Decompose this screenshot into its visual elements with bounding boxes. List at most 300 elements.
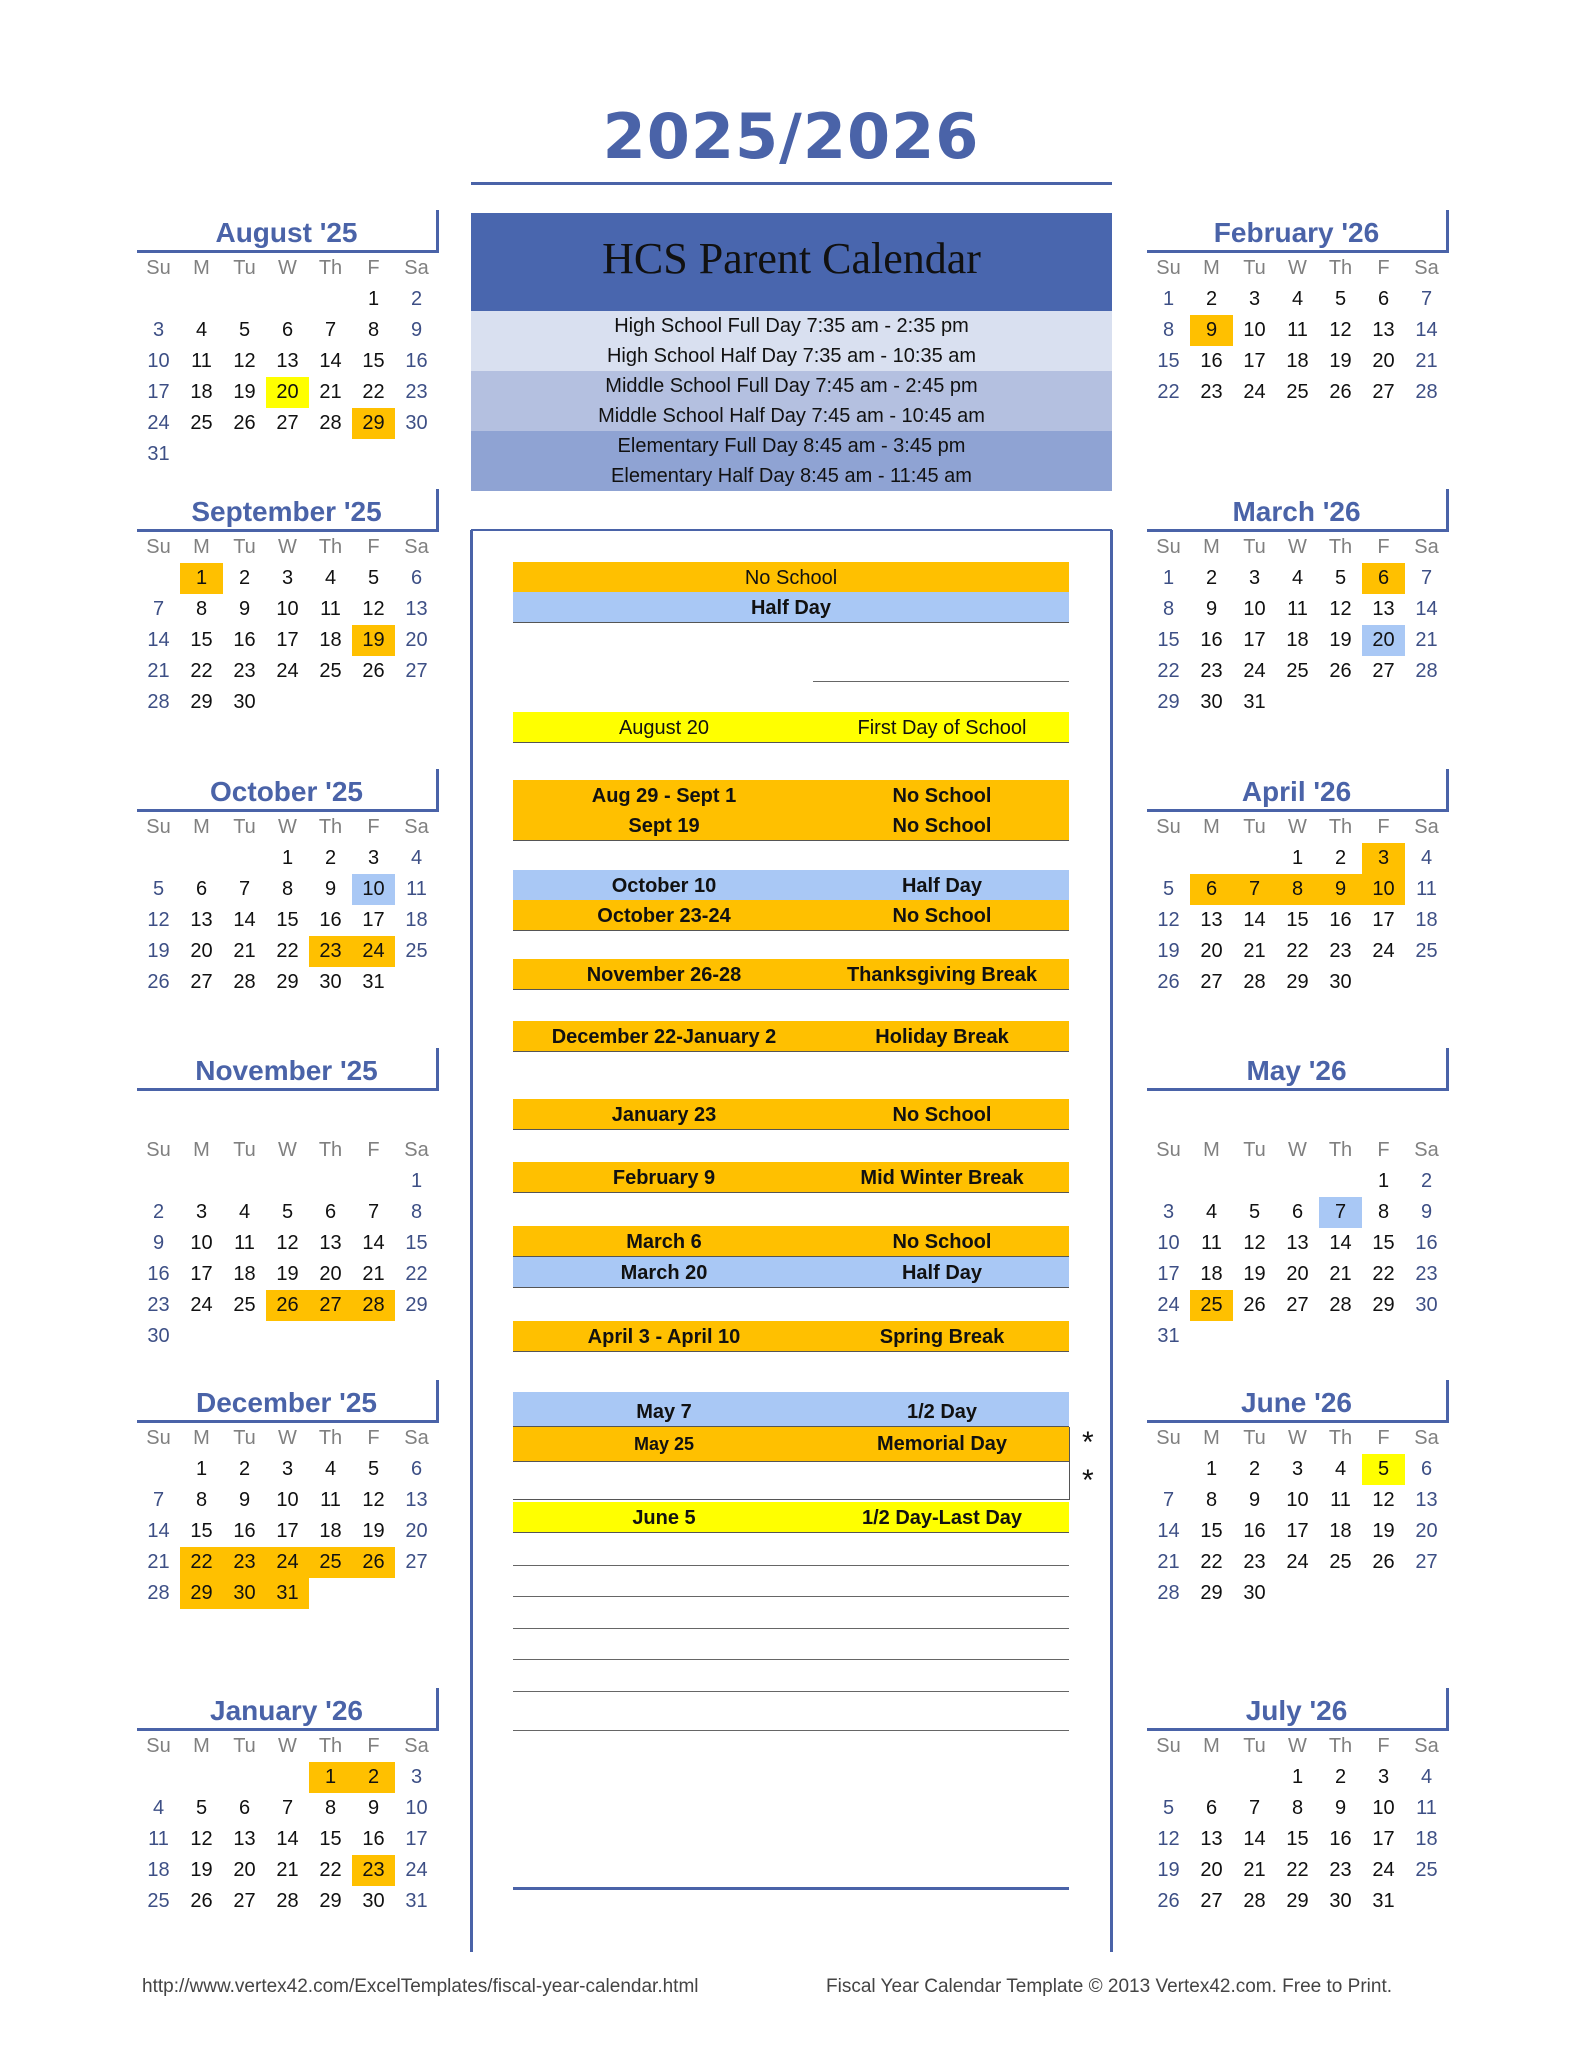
week-row <box>137 936 439 967</box>
weekday-label: Su <box>1156 1139 1181 1161</box>
day-cell: 1 <box>180 563 223 594</box>
day-cell: 15 <box>362 350 385 372</box>
day-cell: 14 <box>1329 1232 1352 1254</box>
day-cell: 8 <box>1205 1489 1218 1511</box>
day-cell: 15 <box>190 1520 213 1542</box>
day-cell: 21 <box>319 381 342 403</box>
weekday-label: Su <box>1156 536 1181 558</box>
day-cell: 17 <box>362 909 385 931</box>
blank-line <box>513 1628 1069 1629</box>
day-cell: 18 <box>1286 350 1309 372</box>
event-row <box>513 1502 1069 1533</box>
event-row <box>513 1099 1069 1130</box>
event-date: May 25 <box>633 1434 695 1454</box>
day-cell: 16 <box>1415 1232 1438 1254</box>
weekday-label: M <box>193 816 210 838</box>
day-cell: 9 <box>367 1797 380 1819</box>
weekday-label: W <box>278 1427 297 1449</box>
event-desc: 1/2 Day <box>906 1401 978 1423</box>
events-frame-left <box>470 530 473 1952</box>
event-date: October 10 <box>611 875 717 897</box>
day-cell: 2 <box>1334 1766 1347 1788</box>
day-cell: 29 <box>319 1890 342 1912</box>
day-cell: 7 <box>152 1489 165 1511</box>
day-cell: 1 <box>1205 1458 1218 1480</box>
weekday-header <box>137 812 439 843</box>
month-title: December '25 <box>137 1380 439 1423</box>
day-cell: 22 <box>190 660 213 682</box>
legend-rule <box>813 681 1069 682</box>
day-cell: 28 <box>1243 971 1266 993</box>
day-cell: 30 <box>319 971 342 993</box>
day-cell: 9 <box>152 1232 165 1254</box>
day-cell: 26 <box>1372 1551 1395 1573</box>
day-cell: 13 <box>233 1828 256 1850</box>
hcs-title: HCS Parent Calendar <box>471 213 1112 311</box>
day-cell: 30 <box>147 1325 170 1347</box>
day-cell: 9 <box>1319 874 1362 905</box>
weekday-label: W <box>1288 1139 1307 1161</box>
day-cell: 18 <box>1415 909 1438 931</box>
day-cell: 12 <box>190 1828 213 1850</box>
day-cell: 15 <box>405 1232 428 1254</box>
day-cell: 21 <box>1243 1859 1266 1881</box>
weekday-label: Sa <box>1414 257 1439 279</box>
day-cell: 26 <box>233 412 256 434</box>
day-cell: 22 <box>1286 940 1309 962</box>
day-cell: 27 <box>1200 971 1223 993</box>
day-cell: 6 <box>1362 563 1405 594</box>
empty-cell <box>1147 1762 1190 1793</box>
weekday-label: Su <box>146 536 171 558</box>
day-cell: 21 <box>147 660 170 682</box>
day-cell: 19 <box>1243 1263 1266 1285</box>
day-cell: 2 <box>238 1458 251 1480</box>
day-cell: 20 <box>1372 350 1395 372</box>
day-cell: 26 <box>190 1890 213 1912</box>
event-row <box>513 870 1069 901</box>
day-cell: 20 <box>1362 625 1405 656</box>
weekday-label: M <box>193 1139 210 1161</box>
day-cell: 10 <box>1286 1489 1309 1511</box>
month-title: August '25 <box>137 210 439 253</box>
day-cell: 2 <box>1334 847 1347 869</box>
page-title: 2025/2026 <box>602 100 980 173</box>
day-cell: 25 <box>1415 1859 1438 1881</box>
weekday-label: Su <box>1156 1427 1181 1449</box>
event-row <box>513 1226 1069 1257</box>
weekday-header <box>1147 253 1449 284</box>
week-row <box>137 594 439 625</box>
empty-cell <box>223 284 266 315</box>
empty-cell <box>1190 843 1233 874</box>
event-desc: Half Day <box>901 875 983 897</box>
day-cell: 6 <box>281 319 294 341</box>
day-cell: 16 <box>1243 1520 1266 1542</box>
day-cell: 22 <box>1157 660 1180 682</box>
day-cell: 10 <box>1243 319 1266 341</box>
week-row <box>1147 905 1449 936</box>
week-row <box>137 1793 439 1824</box>
day-cell: 22 <box>1157 381 1180 403</box>
day-cell: 20 <box>190 940 213 962</box>
day-cell: 21 <box>1329 1263 1352 1285</box>
week-row <box>137 1259 439 1290</box>
day-cell: 25 <box>1329 1551 1352 1573</box>
day-cell: 25 <box>233 1294 256 1316</box>
weekday-label: F <box>1377 257 1390 279</box>
day-cell: 8 <box>1276 874 1319 905</box>
weekday-label: Sa <box>1414 1427 1439 1449</box>
week-row <box>1147 346 1449 377</box>
week-row <box>137 1886 439 1917</box>
week-row <box>1147 656 1449 687</box>
day-cell: 29 <box>1157 691 1180 713</box>
day-cell: 11 <box>1287 319 1308 341</box>
week-row <box>137 1197 439 1228</box>
week-row <box>1147 284 1449 315</box>
empty-cell <box>180 1166 223 1197</box>
weekday-label: Th <box>1328 1735 1353 1757</box>
day-cell: 5 <box>1162 878 1175 900</box>
month-title: January '26 <box>137 1688 439 1731</box>
day-cell: 6 <box>195 878 208 900</box>
day-cell: 7 <box>152 598 165 620</box>
day-cell: 27 <box>1415 1551 1438 1573</box>
event-date: August 20 <box>618 717 710 739</box>
empty-cell <box>223 843 266 874</box>
day-cell: 19 <box>276 1263 299 1285</box>
week-row <box>1147 1166 1449 1197</box>
day-cell: 7 <box>238 878 251 900</box>
event-date: October 23-24 <box>597 905 731 927</box>
day-cell: 9 <box>410 319 423 341</box>
day-cell: 29 <box>1286 971 1309 993</box>
day-cell: 25 <box>147 1890 170 1912</box>
blank-row <box>513 1462 1070 1500</box>
day-cell: 24 <box>405 1859 428 1881</box>
empty-cell <box>137 284 180 315</box>
day-cell: 18 <box>190 381 213 403</box>
day-cell: 20 <box>1200 1859 1223 1881</box>
day-cell: 28 <box>276 1890 299 1912</box>
week-row <box>137 1855 439 1886</box>
day-cell: 5 <box>152 878 165 900</box>
day-cell: 16 <box>1200 629 1223 651</box>
day-cell: 9 <box>1205 598 1218 620</box>
empty-cell <box>266 284 309 315</box>
day-cell: 9 <box>238 1489 251 1511</box>
weekday-label: M <box>193 1735 210 1757</box>
day-cell: 4 <box>1291 288 1304 310</box>
day-cell: 4 <box>1205 1201 1218 1223</box>
day-cell: 22 <box>1200 1551 1223 1573</box>
day-cell: 7 <box>281 1797 294 1819</box>
empty-cell <box>137 563 180 594</box>
day-cell: 21 <box>276 1859 299 1881</box>
day-cell: 17 <box>276 629 299 651</box>
empty-cell <box>137 1454 180 1485</box>
weekday-label: Su <box>146 257 171 279</box>
day-cell: 24 <box>276 660 299 682</box>
day-cell: 14 <box>276 1828 299 1850</box>
week-row <box>1147 377 1449 408</box>
day-cell: 13 <box>405 598 428 620</box>
week-row <box>1147 1516 1449 1547</box>
week-row <box>1147 1793 1449 1824</box>
day-cell: 30 <box>223 1578 266 1609</box>
weekday-header <box>137 253 439 284</box>
day-cell: 3 <box>1248 567 1261 589</box>
day-cell: 29 <box>1200 1582 1223 1604</box>
weekday-label: Tu <box>233 1735 256 1757</box>
day-cell: 23 <box>1329 1859 1352 1881</box>
event-date: June 5 <box>632 1507 696 1529</box>
day-cell: 2 <box>1205 288 1218 310</box>
empty-cell <box>137 843 180 874</box>
day-cell: 10 <box>1157 1232 1180 1254</box>
day-cell: 13 <box>1415 1489 1438 1511</box>
week-row <box>1147 967 1449 998</box>
weekday-label: Sa <box>1414 816 1439 838</box>
day-cell: 12 <box>1329 598 1352 620</box>
weekday-label: F <box>367 1139 380 1161</box>
day-cell: 3 <box>281 567 294 589</box>
month-title: October '25 <box>137 769 439 812</box>
day-cell: 15 <box>1157 629 1180 651</box>
day-cell: 15 <box>1286 909 1309 931</box>
event-desc: Thanksgiving Break <box>846 964 1038 986</box>
empty-cell <box>180 843 223 874</box>
day-cell: 13 <box>190 909 213 931</box>
day-cell: 3 <box>1362 843 1405 874</box>
day-cell: 19 <box>1157 1859 1180 1881</box>
day-cell: 8 <box>281 878 294 900</box>
week-row <box>1147 1197 1449 1228</box>
day-cell: 23 <box>1415 1263 1438 1285</box>
day-cell: 28 <box>319 412 342 434</box>
day-cell: 23 <box>233 660 256 682</box>
day-cell: 2 <box>324 847 337 869</box>
event-desc: Spring Break <box>879 1326 1005 1348</box>
day-cell: 15 <box>319 1828 342 1850</box>
event-row <box>513 780 1069 811</box>
day-cell: 15 <box>1372 1232 1395 1254</box>
day-cell: 1 <box>281 847 294 869</box>
event-date: Sept 19 <box>628 815 700 837</box>
day-cell: 12 <box>233 350 256 372</box>
day-cell: 14 <box>147 1520 170 1542</box>
day-cell: 10 <box>147 350 170 372</box>
day-cell: 19 <box>362 1520 385 1542</box>
legend-no-school <box>513 562 1069 593</box>
event-row <box>513 1427 1070 1462</box>
week-row <box>1147 687 1449 718</box>
day-cell: 26 <box>352 1547 395 1578</box>
week-row <box>1147 1454 1449 1485</box>
week-row <box>137 625 439 656</box>
day-cell: 29 <box>1286 1890 1309 1912</box>
day-cell: 9 <box>1334 1797 1347 1819</box>
day-cell: 7 <box>1420 567 1433 589</box>
weekday-label: Th <box>318 536 343 558</box>
day-cell: 17 <box>190 1263 213 1285</box>
weekday-label: Tu <box>233 1427 256 1449</box>
weekday-header <box>137 1731 439 1762</box>
day-cell: 24 <box>1372 1859 1395 1881</box>
week-row <box>137 1547 439 1578</box>
day-cell: 16 <box>233 1520 256 1542</box>
day-cell: 26 <box>1157 971 1180 993</box>
day-cell: 4 <box>152 1797 165 1819</box>
day-cell: 20 <box>266 377 309 408</box>
day-cell: 11 <box>406 878 427 900</box>
day-cell: 1 <box>1291 847 1304 869</box>
day-cell: 21 <box>362 1263 385 1285</box>
day-cell: 11 <box>1287 598 1308 620</box>
day-cell: 30 <box>233 691 256 713</box>
event-row <box>513 900 1069 931</box>
day-cell: 3 <box>1291 1458 1304 1480</box>
day-cell: 17 <box>147 381 170 403</box>
weekday-label: Tu <box>233 1139 256 1161</box>
day-cell: 31 <box>147 443 170 465</box>
day-cell: 9 <box>1420 1201 1433 1223</box>
day-cell: 24 <box>1372 940 1395 962</box>
week-row <box>1147 1259 1449 1290</box>
event-date: March 6 <box>626 1231 702 1253</box>
day-cell: 28 <box>352 1290 395 1321</box>
day-cell: 6 <box>1291 1201 1304 1223</box>
footer-url[interactable]: http://www.vertex42.com/ExcelTemplates/fiscal-year-calendar.html <box>142 1976 699 1997</box>
events-frame-top <box>471 529 1112 531</box>
day-cell: 3 <box>281 1458 294 1480</box>
day-cell: 10 <box>405 1797 428 1819</box>
day-cell: 1 <box>1162 567 1175 589</box>
weekday-label: Th <box>1328 1427 1353 1449</box>
day-cell: 6 <box>324 1201 337 1223</box>
day-cell: 1 <box>367 288 380 310</box>
day-cell: 18 <box>1329 1520 1352 1542</box>
day-cell: 25 <box>309 1547 352 1578</box>
day-cell: 6 <box>1190 874 1233 905</box>
week-row <box>1147 563 1449 594</box>
day-cell: 4 <box>324 1458 337 1480</box>
day-cell: 27 <box>1372 381 1395 403</box>
weekday-label: F <box>367 257 380 279</box>
day-cell: 22 <box>319 1859 342 1881</box>
event-row <box>513 959 1069 990</box>
event-desc: Half Day <box>901 1262 983 1284</box>
month-calendar <box>1147 1688 1449 1917</box>
day-cell: 16 <box>1200 350 1223 372</box>
day-cell: 5 <box>367 567 380 589</box>
day-cell: 10 <box>1243 598 1266 620</box>
weekday-label: Sa <box>1414 1139 1439 1161</box>
week-row <box>137 1454 439 1485</box>
week-row <box>137 377 439 408</box>
day-cell: 5 <box>1334 288 1347 310</box>
event-date: March 20 <box>620 1262 708 1284</box>
weekday-label: Th <box>1328 1139 1353 1161</box>
empty-cell <box>266 1166 309 1197</box>
day-cell: 5 <box>1162 1797 1175 1819</box>
weekday-label: Su <box>1156 1735 1181 1757</box>
day-cell: 1 <box>1291 1766 1304 1788</box>
day-cell: 14 <box>362 1232 385 1254</box>
day-cell: 19 <box>1372 1520 1395 1542</box>
day-cell: 5 <box>1248 1201 1261 1223</box>
event-desc: No School <box>892 1104 992 1126</box>
weekday-label: W <box>1288 1427 1307 1449</box>
day-cell: 19 <box>233 381 256 403</box>
weekday-header <box>137 532 439 563</box>
day-cell: 5 <box>195 1797 208 1819</box>
month-calendar <box>1147 1048 1449 1352</box>
weekday-label: F <box>367 1427 380 1449</box>
day-cell: 2 <box>352 1762 395 1793</box>
weekday-label: W <box>1288 536 1307 558</box>
month-title: November '25 <box>137 1048 439 1091</box>
day-cell: 6 <box>1205 1797 1218 1819</box>
day-cell: 22 <box>276 940 299 962</box>
weekday-label: Th <box>1328 536 1353 558</box>
event-row <box>513 1321 1069 1352</box>
weekday-label: Tu <box>1243 1735 1266 1757</box>
month-title: February '26 <box>1147 210 1449 253</box>
day-cell: 1 <box>195 1458 208 1480</box>
day-cell: 25 <box>1415 940 1438 962</box>
weekday-header <box>137 1135 439 1166</box>
empty-cell <box>1190 1762 1233 1793</box>
event-date: April 3 - April 10 <box>587 1326 741 1348</box>
day-cell: 22 <box>362 381 385 403</box>
weekday-label: W <box>278 816 297 838</box>
day-cell: 10 <box>352 874 395 905</box>
day-cell: 27 <box>1372 660 1395 682</box>
day-cell: 30 <box>1200 691 1223 713</box>
day-cell: 2 <box>152 1201 165 1223</box>
day-cell: 29 <box>276 971 299 993</box>
day-cell: 2 <box>410 288 423 310</box>
weekday-label: F <box>1377 1735 1390 1757</box>
weekday-label: M <box>193 536 210 558</box>
day-cell: 14 <box>1243 909 1266 931</box>
day-cell: 13 <box>1286 1232 1309 1254</box>
week-row <box>1147 936 1449 967</box>
day-cell: 28 <box>1243 1890 1266 1912</box>
day-cell: 25 <box>1190 1290 1233 1321</box>
weekday-label: W <box>278 257 297 279</box>
week-row <box>137 1516 439 1547</box>
day-cell: 27 <box>405 660 428 682</box>
month-calendar <box>137 489 439 718</box>
week-row <box>137 563 439 594</box>
day-cell: 23 <box>1200 381 1223 403</box>
empty-cell <box>1319 1166 1362 1197</box>
day-cell: 11 <box>1330 1489 1351 1511</box>
schedule-ms-full: Middle School Full Day 7:45 am - 2:45 pm <box>471 371 1112 401</box>
day-cell: 22 <box>405 1263 428 1285</box>
week-row <box>137 439 439 470</box>
day-cell: 21 <box>1415 629 1438 651</box>
day-cell: 23 <box>1200 660 1223 682</box>
weekday-label: Th <box>318 816 343 838</box>
empty-cell <box>266 1762 309 1793</box>
day-cell: 4 <box>324 567 337 589</box>
day-cell: 7 <box>1319 1197 1362 1228</box>
day-cell: 16 <box>405 350 428 372</box>
